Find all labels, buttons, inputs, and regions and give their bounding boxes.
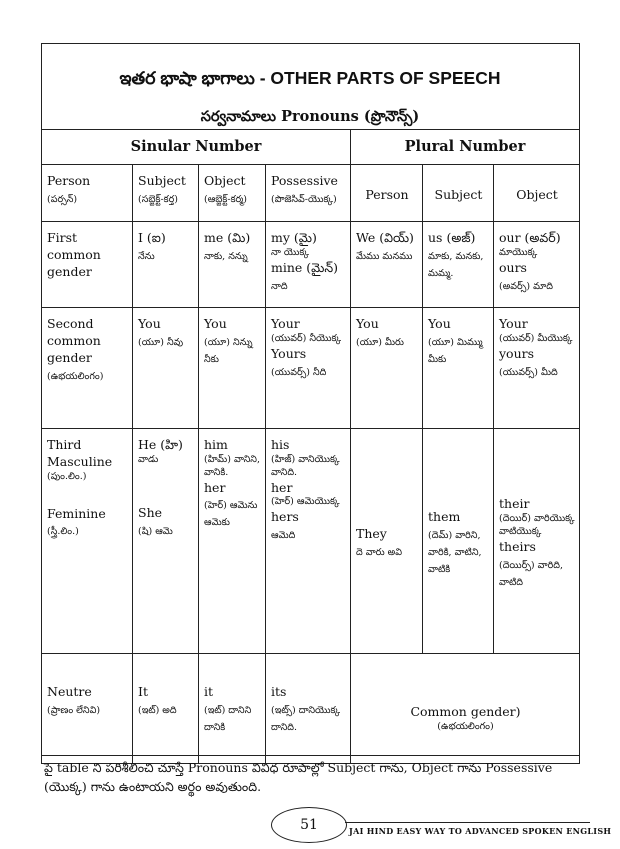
- column-header-row: Person (పర్సన్) Subject (సబ్జెక్ట్-కర్త) Object (ఆబ్జెక్ట్-కర్మ) Possessive (పొజెసివ్-యొక్క) Person Subject Object: [42, 165, 580, 222]
- singular-header: Sinular Number: [42, 130, 351, 165]
- table-row-first: First common gender I (ఐ) నేను me (మి) నాకు, నన్ను my (మై) నా యొక్క mine (మైన్) నాది We (వియ్) మేము మనము us (అజ్) మాకు, మనకు, మమ్మ. our (అవర్) మాయొక్క ours (అవర్స్) మాది: [42, 222, 580, 308]
- pronouns-table: [41, 129, 580, 764]
- page-title: ఇతర భాషా భాగాలు - OTHER PARTS OF SPEECH: [119, 68, 501, 88]
- table-row-neutre: Neutre (ప్రాణం లేనివి) It (ఇట్) అది it (ఇట్) దానిని దానికి its (ఇట్స్) దానియొక్క దానిది. Common gender) (ఉభయలింగం): [42, 654, 580, 764]
- footer-note: పై table ని పరిశీలించి చూస్తే Pronouns వివిధ రూపాల్లో Subject గాను, Object గాను Possessive (యొక్క) గాను ఉంటాయని అర్థం అవుతుంది.: [44, 760, 553, 795]
- footer-rule: [345, 822, 590, 823]
- table-row-second: Second common gender (ఉభయలింగం) You (యూ) నీవు You (యూ) నిన్ను నీకు Your (యువర్) నీయొక్క Yours (యువర్స్) నీది You (యూ) మీరు You (యూ) మిమ్ము మీకు Your (యువర్) మీయొక్క yours (యువర్స్) మీది: [42, 308, 580, 429]
- table-row-third: Third Masculine (పుం.లిం.) Feminine (స్త్రీ.లిం.) He (హి) వాడు She (షి) ఆమె him (హిమ్) వానిని, వానికి. her (హెర్) ఆమెను ఆమెకు his (హిజ్) వానియొక్క వానిది. her (హెర్) ఆమెయొక్క hers ఆమెది They దె వారు అవి them (దెమ్) వారిని, వారికి, వాటిని, వాటికి their (దెయిర్) వారియొక్క వాటియొక్క theirs (దెయిర్స్) వారిది, వాటిది: [42, 429, 580, 654]
- book-title: JAI HIND EASY WAY TO ADVANCED SPOKEN ENGLISH: [349, 826, 612, 836]
- table-subtitle: సర్వనామాలు Pronouns (ప్రొనౌన్స్): [200, 108, 420, 125]
- plural-header: Plural Number: [351, 130, 580, 165]
- page-number: 51: [271, 807, 347, 843]
